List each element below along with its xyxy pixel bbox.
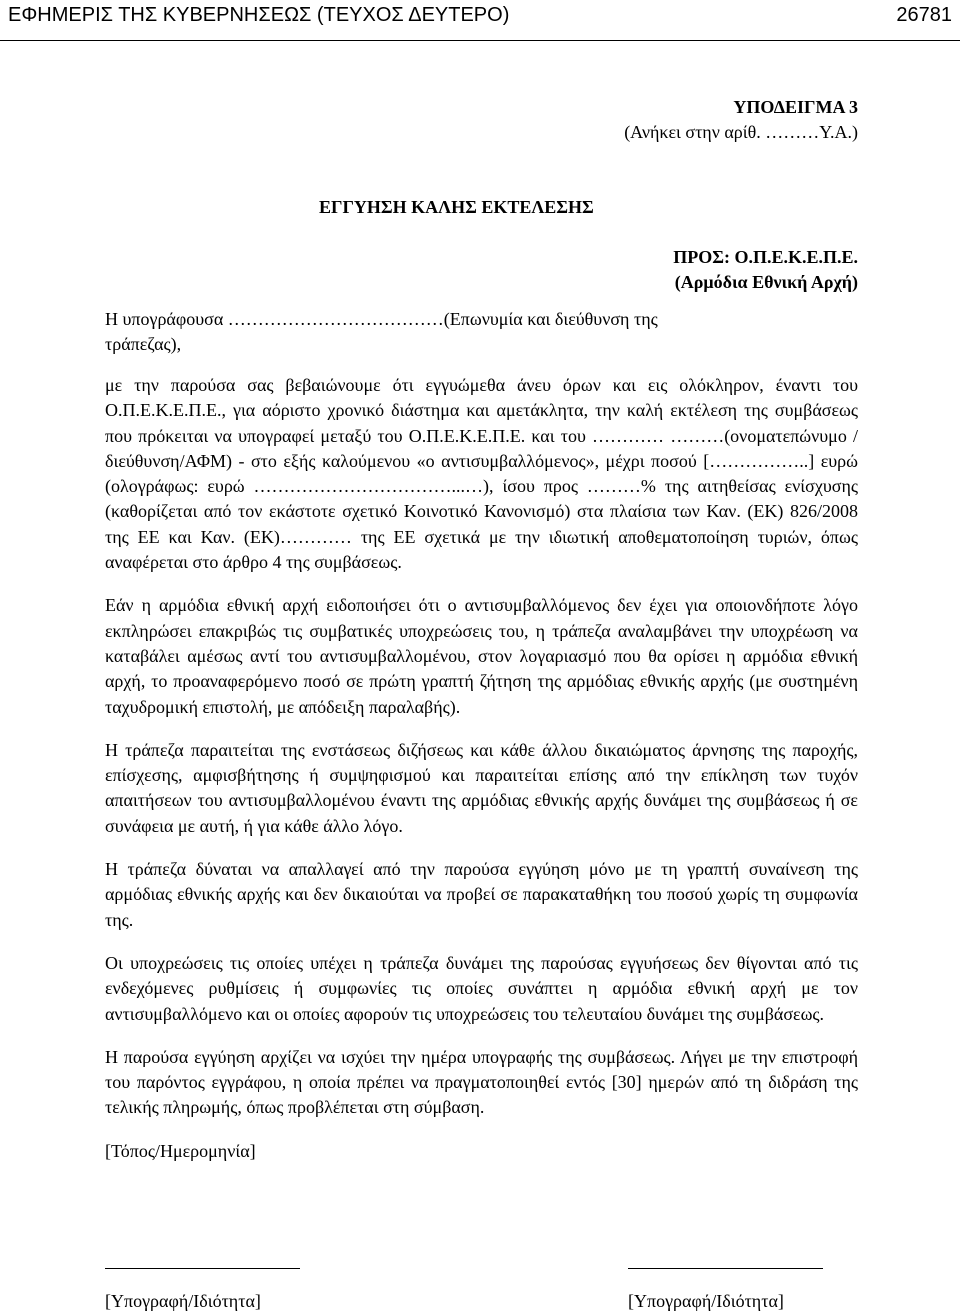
document-title: ΕΓΓΥΗΣΗ ΚΑΛΗΣ ΕΚΤΕΛΕΣΗΣ bbox=[319, 197, 594, 217]
paragraph-notification: Εάν η αρμόδια εθνική αρχή ειδοποιήσει ότι ο αντισυμβαλλόμενος δεν έχει για οποιονδήποτε λόγο εκπληρώσει επακριβώς τις συμβατικές υποχρεώσεις του, η τράπεζα αναλαμβάνει την υποχρέωση να καταβάλει αμέσως αντί του αντισυμβαλλομένου, στον λογαριασμό που θα ορίσει η αρμόδια εθνική αρχή, το προαναφερόμενο ποσό σε πρώτη γραπτή ζήτηση της αρμόδιας εθνικής αρχής (με συστημένη ταχυδρομική επιστολή, με απόδειξη παραλαβής). bbox=[105, 595, 858, 717]
place-date: [Τόπος/Ημερομηνία] bbox=[105, 1140, 256, 1161]
page-number: 26781 bbox=[896, 4, 952, 26]
signature-label-right: [Υπογραφή/Ιδιότητα] bbox=[628, 1291, 784, 1311]
paragraph-guarantee: με την παρούσα σας βεβαιώνουμε ότι εγγυώμεθα άνευ όρων και εις ολόκληρον, έναντι του Ο.Π.Ε.Κ.Ε.Π.Ε., για αόριστο χρονικό διάστημα και αμετάκλητα, την καλή εκτέλεση της συμβάσεως που πρόκειται να υπογραφεί μεταξύ του Ο.Π.Ε.Κ.Ε.Π.Ε. και του ………… ………(ονοματεπώνυμο / διεύθυνση/ΑΦΜ) - στο εξής καλούμενου «ο αντισυμβαλλόμενος», μέχρι ποσού [……………..] ευρώ (ολογράφως: ευρώ ……………………………...…), ίσου προς ………% της αιτηθείσας ενίσχυσης (καθορίζεται από τον εκάστοτε σχετικό Κοινοτικό Κανονισμό) στα πλαίσια των Καν. (ΕΚ) 826/2008 της ΕΕ και Καν. (ΕΚ)………… της ΕΕ σχετικά με την ιδιωτική αποθεματοποίηση τυριών, όπως αναφέρεται στο άρθρο 4 της συμβάσεως. bbox=[105, 375, 858, 573]
paragraph-waiver: Η τράπεζα παραιτείται της ενστάσεως διζήσεως και κάθε άλλου δικαιώματος άρνησης της παροχής, επίσχεσης, αμφισβήτησης ή συμψηφισμού και παραιτείται επίσης από την επίκληση των τυχόν απαιτήσεων του αντισυμβαλλομένου έναντι της αρμόδιας εθνικής αρχής δυνάμει της συμβάσεως ή σε συνάφεια με αυτή, ή για κάθε άλλο λόγο. bbox=[105, 739, 858, 836]
recipient-authority: (Αρμόδια Εθνική Αρχή) bbox=[674, 272, 858, 292]
signature-label-left: [Υπογραφή/Ιδιότητα] bbox=[105, 1291, 261, 1311]
gazette-title: ΕΦΗΜΕΡΙΣ ΤΗΣ ΚΥΒΕΡΝΗΣΕΩΣ (ΤΕΥΧΟΣ ΔΕΥΤΕΡΟ) bbox=[8, 4, 510, 26]
signature-line-left bbox=[105, 1268, 300, 1269]
paragraph-validity: Η παρούσα εγγύηση αρχίζει να ισχύει την ημέρα υπογραφής της συμβάσεως. Λήγει με την επιστροφή του παρόντος εγγράφου, η οποία πρέπει να πραγματοποιηθεί εντός [30] ημερών από τη διδράση της τελικής πληρωμής, όπως προβλέπεται στη σύμβαση. bbox=[105, 1046, 858, 1118]
gazette-header bbox=[0, 0, 960, 41]
sample-subtitle: (Ανήκει στην αρίθ. ………Υ.Α.) bbox=[624, 122, 858, 142]
document-body bbox=[105, 95, 858, 1164]
signatory-line-2: τράπεζας), bbox=[105, 334, 182, 354]
paragraph-obligations: Οι υποχρεώσεις τις οποίες υπέχει η τράπεζα δυνάμει της παρούσας εγγυήσεως δεν θίγονται από τις ενδεχόμενες ρυθμίσεις ή συμφωνίες τις οποίες συνάπτει η αρμόδια εθνική αρχή με τον αντισυμβαλλόμενο και οι οποίες αφορούν τις υποχρεώσεις του τελευταίου δυνάμει της συμβάσεως. bbox=[105, 952, 858, 1024]
sample-title: ΥΠΟΔΕΙΓΜΑ 3 bbox=[733, 97, 858, 117]
signatory-line: Η υπογράφουσα ………………………………(Επωνυμία και διεύθυνση της bbox=[105, 309, 658, 329]
signature-line-right bbox=[628, 1268, 823, 1269]
recipient-to: ΠΡΟΣ: Ο.Π.Ε.Κ.Ε.Π.Ε. bbox=[673, 247, 858, 267]
paragraph-release: Η τράπεζα δύναται να απαλλαγεί από την παρούσα εγγύηση μόνο με τη γραπτή συναίνεση της αρμόδιας εθνικής αρχής και δεν δικαιούται να προβεί σε παρακαταθήκη του ποσού χωρίς τη συμφωνία της. bbox=[105, 859, 858, 930]
